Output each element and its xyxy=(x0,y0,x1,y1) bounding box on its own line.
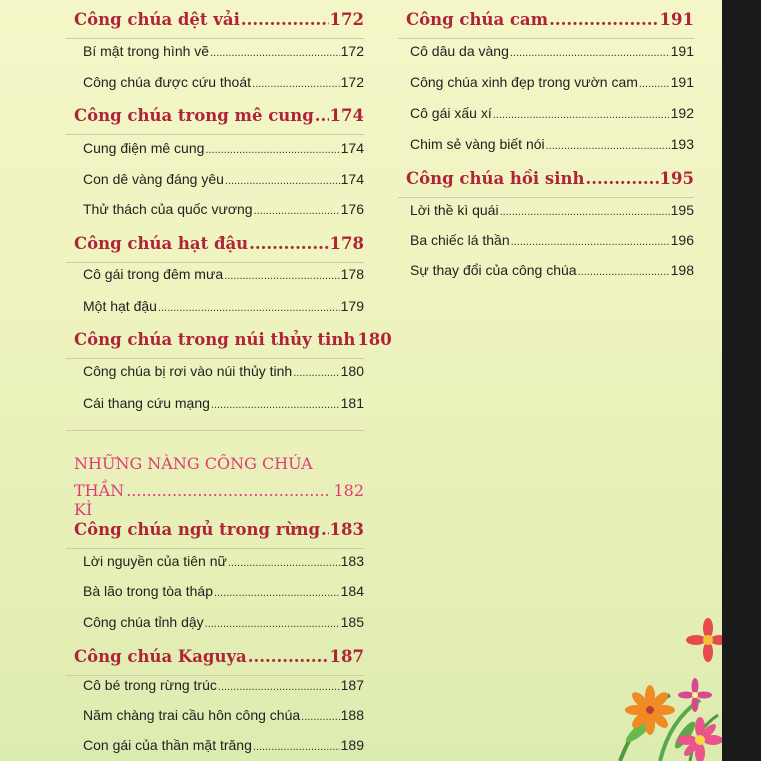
toc-subentry[interactable] xyxy=(66,201,364,221)
entry-title: Bà lão trong tòa tháp xyxy=(83,583,213,599)
section-title-line2: THẦN KÌ xyxy=(74,481,125,519)
leader-dots xyxy=(249,234,328,253)
leader-dots xyxy=(585,169,658,188)
page-number: 191 xyxy=(659,10,694,29)
leader-dots xyxy=(549,10,658,29)
flower-icon xyxy=(625,685,675,735)
page-number: 174 xyxy=(340,140,364,156)
flower-icon xyxy=(677,717,722,761)
toc-subentry[interactable] xyxy=(66,266,364,286)
entry-title: Cô dâu da vàng xyxy=(410,43,509,59)
page-number: 181 xyxy=(340,395,364,411)
toc-chapter[interactable] xyxy=(66,520,364,549)
toc-subentry[interactable] xyxy=(66,140,364,160)
flower-icon xyxy=(686,618,722,662)
toc-subentry[interactable] xyxy=(66,614,364,634)
chapter-title: Công chúa trong núi thủy tinh xyxy=(74,330,356,349)
page-number: 174 xyxy=(340,171,364,187)
entry-title: Thử thách của quốc vương xyxy=(83,201,253,217)
entry-title: Cô bé trong rừng trúc xyxy=(83,677,217,693)
toc-section-heading[interactable] xyxy=(74,454,364,519)
entry-title: Cái thang cứu mạng xyxy=(83,395,210,411)
leader-dots xyxy=(126,481,331,500)
page-number: 189 xyxy=(340,737,364,753)
toc-subentry[interactable] xyxy=(66,677,364,697)
leader-dots xyxy=(210,43,340,59)
toc-subentry[interactable] xyxy=(398,74,694,94)
chapter-title: Công chúa hồi sinh xyxy=(406,169,585,188)
entry-title: Công chúa tỉnh dậy xyxy=(83,614,204,630)
entry-title: Năm chàng trai cầu hôn công chúa xyxy=(83,707,301,723)
page-number: 172 xyxy=(340,74,364,90)
leader-dots xyxy=(301,707,340,723)
section-divider xyxy=(66,430,364,431)
entry-title: Công chúa xinh đẹp trong vườn cam xyxy=(410,74,638,90)
page-number: 187 xyxy=(329,647,364,666)
leader-dots xyxy=(218,677,340,693)
leader-dots xyxy=(578,262,670,278)
leader-dots xyxy=(248,647,329,666)
chapter-title: Công chúa dệt vải xyxy=(74,10,240,29)
page-number: 188 xyxy=(340,707,364,723)
page-number: 192 xyxy=(670,105,694,121)
leader-dots xyxy=(205,614,340,630)
toc-chapter[interactable] xyxy=(398,10,694,39)
flower-icon xyxy=(678,678,712,712)
entry-title: Cung điện mê cung xyxy=(83,140,205,156)
toc-subentry[interactable] xyxy=(398,232,694,252)
leader-dots xyxy=(253,737,340,753)
leader-dots xyxy=(254,201,340,217)
page-number: 178 xyxy=(340,266,364,282)
entry-title: Công chúa bị rơi vào núi thủy tinh xyxy=(83,363,293,379)
toc-chapter[interactable] xyxy=(66,330,392,359)
entry-title: Chim sẻ vàng biết nói xyxy=(410,136,545,152)
entry-title: Con dê vàng đáng yêu xyxy=(83,171,224,187)
page-number: 196 xyxy=(670,232,694,248)
toc-subentry[interactable] xyxy=(66,363,364,383)
entry-title: Bí mật trong hình vẽ xyxy=(83,43,210,59)
leader-dots xyxy=(511,232,670,248)
flower-decoration xyxy=(600,600,722,761)
page-number: 184 xyxy=(340,583,364,599)
toc-subentry[interactable] xyxy=(66,74,364,94)
leader-dots xyxy=(224,266,340,282)
leader-dots xyxy=(510,43,670,59)
page-number: 174 xyxy=(329,106,364,125)
leader-dots xyxy=(493,105,670,121)
leader-dots xyxy=(252,74,340,90)
page-number: 183 xyxy=(329,520,364,539)
page-number: 195 xyxy=(670,202,694,218)
toc-subentry[interactable] xyxy=(398,136,694,156)
page-number: 191 xyxy=(670,43,694,59)
page-number: 172 xyxy=(340,43,364,59)
leader-dots xyxy=(293,363,339,379)
entry-title: Lời nguyền của tiên nữ xyxy=(83,553,227,569)
leader-dots xyxy=(225,171,340,187)
entry-title: Sự thay đổi của công chúa xyxy=(410,262,577,278)
toc-subentry[interactable] xyxy=(66,171,364,191)
toc-chapter[interactable] xyxy=(66,234,364,263)
toc-chapter[interactable] xyxy=(66,10,364,39)
entry-title: Cô gái trong đêm mưa xyxy=(83,266,224,282)
toc-chapter[interactable] xyxy=(66,647,364,676)
chapter-title: Công chúa Kaguya xyxy=(74,647,247,666)
toc-subentry[interactable] xyxy=(66,707,364,727)
entry-title: Con gái của thần mặt trăng xyxy=(83,737,252,753)
chapter-title: Công chúa cam xyxy=(406,10,549,29)
page-number: 193 xyxy=(670,136,694,152)
page-number: 195 xyxy=(659,169,694,188)
leader-dots xyxy=(205,140,339,156)
page-number: 172 xyxy=(329,10,364,29)
page-number: 178 xyxy=(329,234,364,253)
leader-dots xyxy=(546,136,670,152)
toc-chapter[interactable] xyxy=(66,106,364,135)
entry-title: Một hạt đậu xyxy=(83,298,157,314)
entry-title: Cô gái xấu xí xyxy=(410,105,492,121)
chapter-title: Công chúa trong mê cung xyxy=(74,106,314,125)
toc-subentry[interactable] xyxy=(66,583,364,603)
entry-title: Ba chiếc lá thần xyxy=(410,232,510,248)
toc-subentry[interactable] xyxy=(398,43,694,63)
page-number: 179 xyxy=(340,298,364,314)
leader-dots xyxy=(321,520,329,539)
toc-subentry[interactable] xyxy=(66,737,364,757)
entry-title: Lời thề kì quái xyxy=(410,202,499,218)
chapter-title: Công chúa hạt đậu xyxy=(74,234,249,253)
leader-dots xyxy=(211,395,340,411)
page-number: 185 xyxy=(340,614,364,630)
leader-dots xyxy=(214,583,340,599)
leader-dots xyxy=(228,553,340,569)
page-number: 180 xyxy=(340,363,364,379)
page-number: 191 xyxy=(670,74,694,90)
leader-dots xyxy=(158,298,340,314)
page-number: 182 xyxy=(333,481,364,500)
toc-subentry[interactable] xyxy=(66,298,364,318)
section-title-line2-row xyxy=(74,481,364,519)
leader-dots xyxy=(315,106,329,125)
page-number: 187 xyxy=(340,677,364,693)
leader-dots xyxy=(500,202,670,218)
page-number: 198 xyxy=(670,262,694,278)
toc-subentry[interactable] xyxy=(66,395,364,415)
leader-dots xyxy=(241,10,329,29)
toc-subentry[interactable] xyxy=(66,43,364,63)
page-number: 180 xyxy=(357,330,392,349)
page-number: 183 xyxy=(340,553,364,569)
page-number: 176 xyxy=(340,201,364,217)
toc-subentry[interactable] xyxy=(398,262,694,282)
entry-title: Công chúa được cứu thoát xyxy=(83,74,252,90)
toc-subentry[interactable] xyxy=(66,553,364,573)
leader-dots xyxy=(639,74,670,90)
toc-subentry[interactable] xyxy=(398,105,694,125)
chapter-title: Công chúa ngủ trong rừng xyxy=(74,520,320,539)
section-title-line1: NHỮNG NÀNG CÔNG CHÚA xyxy=(74,454,313,473)
toc-subentry[interactable] xyxy=(398,202,694,222)
toc-chapter[interactable] xyxy=(398,169,694,198)
